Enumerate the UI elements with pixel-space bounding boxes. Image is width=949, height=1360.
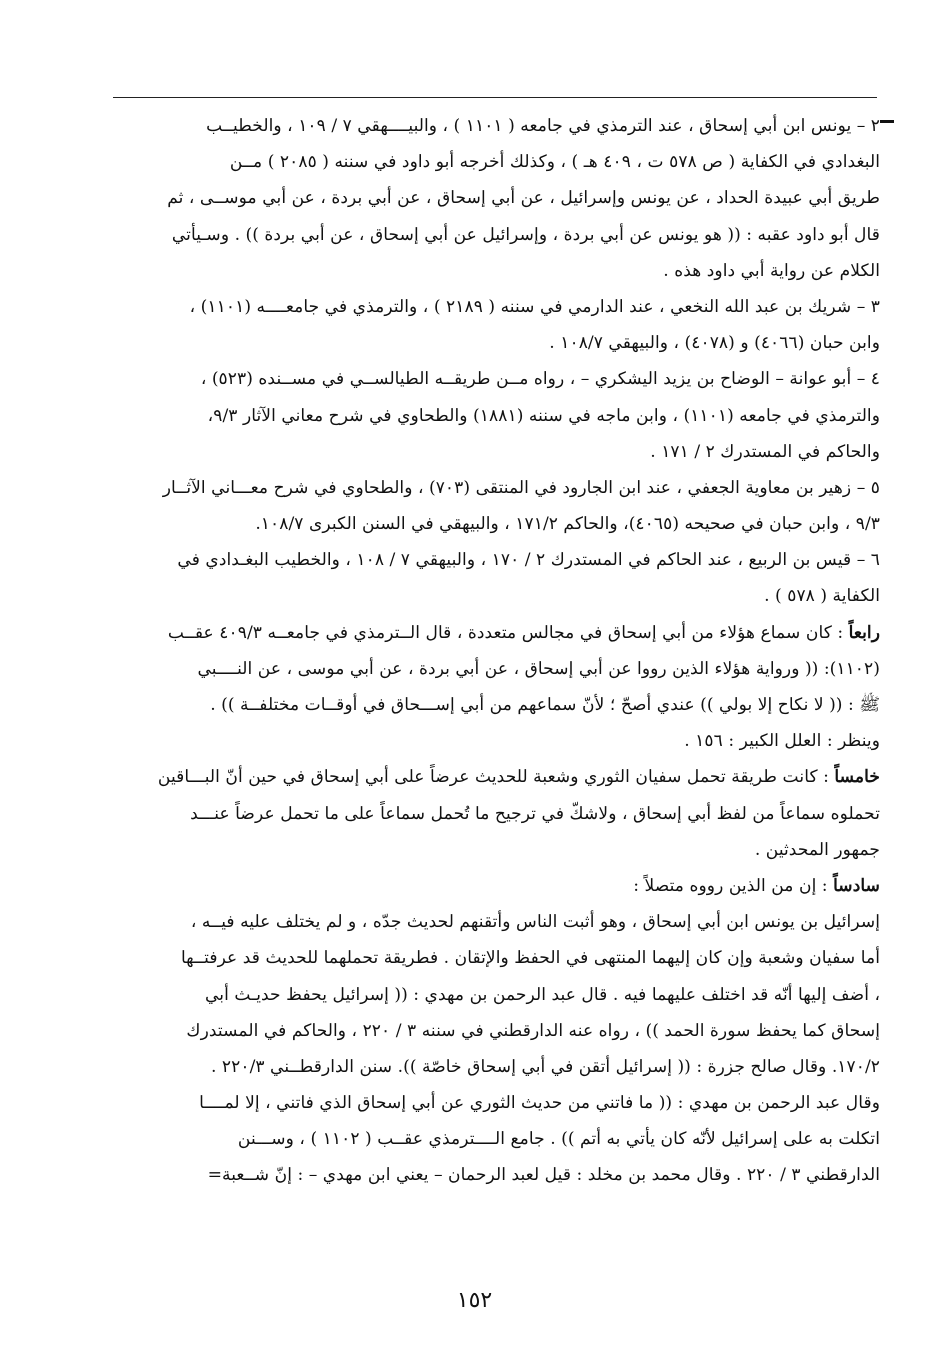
text-line: ١٧٠/٢. وقال صالح جزرة : (( إسرائيل أتقن في أبي إسحاق خاصّة )). سنن الدارقطــني ٢٢٠/٣ . <box>210 1056 880 1077</box>
text-line: ﷺ : (( لا نكاح إلا بولي )) عندي أصحّ ؛ لأنّ سماعهم من أبي إســـحاق في أوقــات مختلفــة )) . <box>210 695 880 715</box>
text-line: طريق أبي عبيدة الحداد ، عن يونس وإسرائيل ، عن أبي إسحاق ، عن أبي بردة ، عن أبي موســى ، ثم <box>167 188 880 209</box>
text-line: ٤ – أبو عوانة – الوضاح بن يزيد اليشكري – ، رواه مــن طريقــه الطيالســي في مســنده (٥٢٣) ، <box>200 369 880 390</box>
text-line: ٩/٣ ، وابن حبان في صحيحه (٤٠٦٥)، والحاكم ١٧١/٢ ، والبيهقي في السنن الكبرى ١٠٨/٧. <box>255 514 880 535</box>
text-line: ٥ – زهير بن معاوية الجعفي ، عند ابن الجارود في المنتقى (٧٠٣) ، والطحاوي في شرح معـــاني الآثــار <box>162 477 880 498</box>
line-text: : كان سماع هؤلاء من أبي إسحاق في مجالس متعددة ، قال الــترمذي في جامعــه ٤٠٩/٣ عقــب <box>167 622 849 643</box>
text-line: الكلام عن رواية أبي داود هذه . <box>663 260 880 281</box>
text-line: البغدادي في الكفاية ( ص ٥٧٨ ت ، ٤٠٩ هـ ) ، وكذلك أخرجه أبو داود في سننه ( ٢٠٨٥ ) مــن <box>229 152 880 173</box>
text-line: وقال عبد الرحمن بن مهدي : (( ما فاتني من حديث الثوري عن أبي إسحاق الذي فاتني ، إلا لمــــا <box>199 1093 880 1114</box>
text-line: جمهور المحدثين . <box>754 839 880 860</box>
continuation-dash <box>880 120 894 123</box>
text-line <box>108 615 880 651</box>
text-line: ٦ – قيس بن الربيع ، عند الحاكم في المستدرك ٢ / ١٧٠ ، والبيهقي ٧ / ١٠٨ ، والخطيب البغـدادي في <box>177 550 880 571</box>
text-line: وينظر : العلل الكبير : ١٥٦ . <box>684 731 880 752</box>
text-line: الدارقطني ٣ / ٢٢٠ . وقال محمد بن مخلد : قيل لعبد الرحمان – يعني ابن مهدي – : إنّ شــعبة= <box>207 1165 880 1186</box>
text-line: الكفاية ( ٥٧٨ ) . <box>764 586 880 607</box>
text-line: قال أبو داود عقبه : (( هو يونس عن أبي بردة ، وإسرائيل عن أبي إسحاق ، عن أبي بردة )) . وسـيأتي <box>171 224 880 245</box>
text-line: ٣ – شريك بن عبد الله النخعي ، عند الدارمي في سننه ( ٢١٨٩ ) ، والترمذي في جامعــــه (١١٠١) ، <box>189 296 880 317</box>
line-text: : إن من الذين رووه متصلاً : <box>633 875 834 896</box>
text-line: (١١٠٢): (( ورواية هؤلاء الذين رووا عن أبي إسحاق ، عن أبي بردة ، عن أبي موسى ، عن النــــبي <box>197 658 880 679</box>
page-number: ١٥٢ <box>456 1288 493 1313</box>
text-line: أما سفيان وشعبة وإن كان إليهما المنتهى في الحفظ والإتقان . فطريقة تحملهما للحديث قد عرفتــها <box>180 948 880 969</box>
text-line: إسحاق كما يحفظ سورة الحمد )) ، رواه عنه الدارقطني في سننه ٣ / ٢٢٠ ، والحاكم في المستدرك <box>186 1020 880 1041</box>
text-line: اتكلت به على إسرائيل لأنّه كان يأتي به أتم )) . جامع الــــترمذي عقــب ( ١١٠٢ ) ، وســـنن <box>237 1129 880 1150</box>
text-line: تحملوه سماعاً من لفظ أبي إسحاق ، ولاشكّ في ترجيح ما تُحمل سماعاً على ما تحمل عرضاً عنـــد <box>190 803 880 824</box>
text-line: وابن حبان (٤٠٦٦) و (٤٠٧٨) ، والبيهقي ١٠٨/٧ . <box>549 333 880 354</box>
text-line <box>108 759 880 795</box>
section-label: سادساً <box>833 875 880 896</box>
text-line: ٢ – يونس ابن أبي إسحاق ، عند الترمذي في جامعه ( ١١٠١ ) ، والبيــــهقي ٧ / ١٠٩ ، والخطيــب <box>206 116 880 136</box>
text-line: إسرائيل بن يونس ابن أبي إسحاق ، وهو أثبت الناس وأتقنهم لحديث جدّه ، و لم يختلف عليه فيــه ، <box>190 912 880 933</box>
header-rule <box>113 97 877 98</box>
line-text: : كانت طريقة تحمل سفيان الثوري وشعبة للحديث عرضاً على أبي إسحاق في حين أنّ البـــاقين <box>157 767 835 788</box>
text-line <box>108 868 880 904</box>
section-label: رابعاً <box>848 622 880 643</box>
footnote-text-block <box>108 108 880 1273</box>
text-line: والحاكم في المستدرك ٢ / ١٧١ . <box>650 441 880 462</box>
section-label: خامساً <box>834 767 880 788</box>
text-line: ، أضف إليها أنّه قد اختلف عليهما فيه . قال عبد الرحمن بن مهدي : (( إسرائيل يحفظ حديـث أبي <box>204 984 880 1005</box>
text-line: والترمذي في جامعه (١١٠١) ، وابن ماجه في سننه (١٨٨١) والطحاوي في شرح معاني الآثار ٩/٣، <box>207 405 880 426</box>
